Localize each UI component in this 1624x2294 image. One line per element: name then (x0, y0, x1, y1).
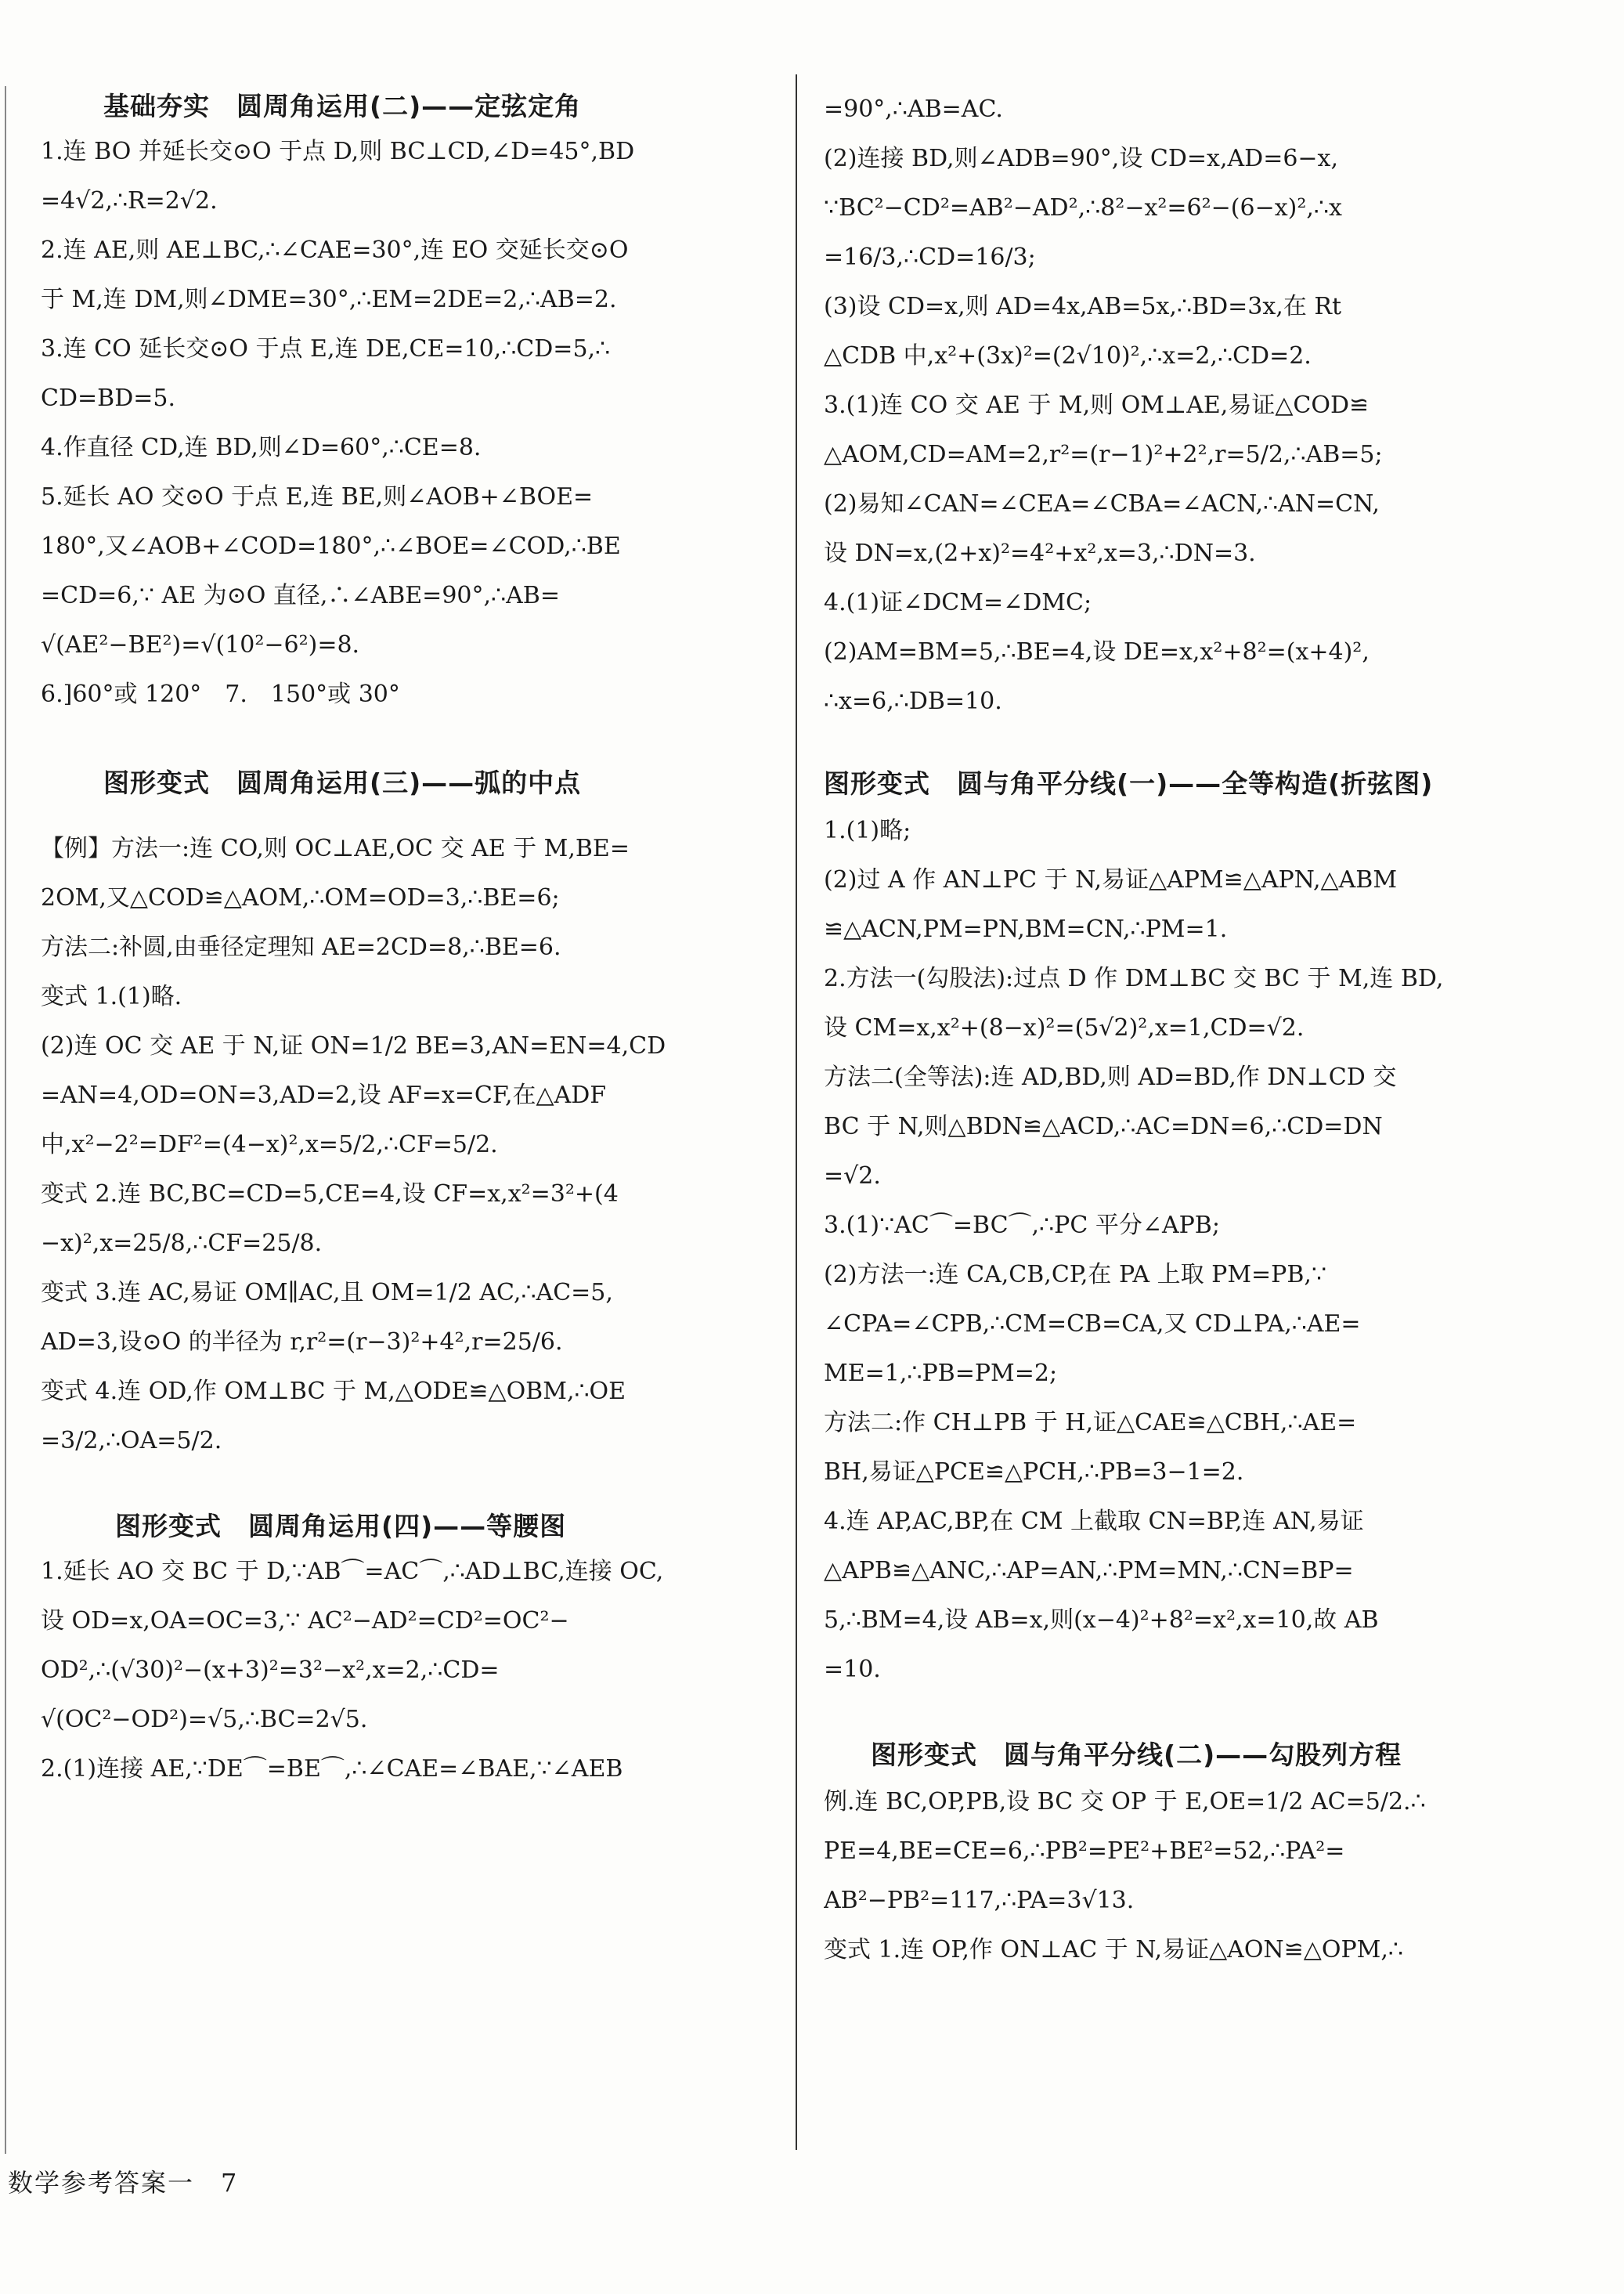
answer-line: 6.]60°或 120° 7. 150°或 30° (41, 681, 400, 708)
answer-line: AB²−PB²=117,∴PA=3√13. (824, 1887, 1135, 1914)
answer-line: (2)易知∠CAN=∠CEA=∠CBA=∠ACN,∴AN=CN, (824, 490, 1380, 518)
answer-line: AD=3,设⊙O 的半径为 r,r²=(r−3)²+4²,r=25/6. (41, 1328, 563, 1356)
section-title-quan-deng-gou-zao: 图形变式 圆与角平分线(一)——全等构造(折弦图) (824, 768, 1434, 799)
answer-line: 3.连 CO 延长交⊙O 于点 E,连 DE,CE=10,∴CD=5,∴ (41, 335, 611, 363)
answer-line: =AN=4,OD=ON=3,AD=2,设 AF=x=CF,在△ADF (41, 1082, 607, 1109)
answer-line: 1.连 BO 并延长交⊙O 于点 D,则 BC⊥CD,∠D=45°,BD (41, 138, 635, 165)
answer-line: 2.(1)连接 AE,∵DE⌒=BE⌒,∴∠CAE=∠BAE,∵∠AEB (41, 1755, 623, 1783)
answer-line: 设 OD=x,OA=OC=3,∵ AC²−AD²=CD²=OC²− (41, 1607, 569, 1635)
answer-line: ∠CPA=∠CPB,∴CM=CB=CA,又 CD⊥PA,∴AE= (824, 1310, 1361, 1338)
answer-line: CD=BD=5. (41, 385, 176, 412)
answer-line: 变式 1.连 OP,作 ON⊥AC 于 N,易证△AON≌△OPM,∴ (824, 1936, 1403, 1963)
answer-line: 于 M,连 DM,则∠DME=30°,∴EM=2DE=2,∴AB=2. (41, 286, 617, 313)
section-body-2 (41, 824, 773, 1465)
section-title-hu-de-zhong-dian: 图形变式 圆周角运用(三)——弧的中点 (103, 768, 582, 798)
section-body-continued (824, 85, 1583, 726)
answer-line: (2)方法一:连 CA,CB,CP,在 PA 上取 PM=PB,∵ (824, 1261, 1327, 1288)
answer-line: =CD=6,∵ AE 为⊙O 直径,∴∠ABE=90°,∴AB= (41, 582, 560, 609)
answer-line: 【例】方法一:连 CO,则 OC⊥AE,OC 交 AE 于 M,BE= (41, 835, 630, 862)
answer-line: =10. (824, 1656, 881, 1683)
answer-line: (2)连接 BD,则∠ADB=90°,设 CD=x,AD=6−x, (824, 145, 1339, 172)
section-body-5 (824, 1777, 1583, 1974)
answer-line: (2)过 A 作 AN⊥PC 于 N,易证△APM≌△APN,△ABM (824, 866, 1398, 894)
answer-line: ME=1,∴PB=PM=2; (824, 1360, 1058, 1387)
answer-line: 方法二:作 CH⊥PB 于 H,证△CAE≌△CBH,∴AE= (824, 1409, 1357, 1436)
section-body-3 (41, 1547, 773, 1794)
answer-line: =3/2,∴OA=5/2. (41, 1427, 222, 1454)
answer-line: 设 DN=x,(2+x)²=4²+x²,x=3,∴DN=3. (824, 540, 1256, 567)
answer-line: 180°,又∠AOB+∠COD=180°,∴∠BOE=∠COD,∴BE (41, 533, 621, 560)
answer-line: −x)²,x=25/8,∴CF=25/8. (41, 1230, 323, 1257)
answer-line: 3.(1)∵AC⌒=BC⌒,∴PC 平分∠APB; (824, 1212, 1220, 1239)
answer-line: 4.(1)证∠DCM=∠DMC; (824, 589, 1092, 616)
answer-line: =16/3,∴CD=16/3; (824, 244, 1036, 271)
right-column (824, 78, 1583, 1974)
section-body-4 (824, 806, 1583, 1694)
answer-line: 3.(1)连 CO 交 AE 于 M,则 OM⊥AE,易证△COD≌ (824, 392, 1370, 419)
answer-line: 方法二:补圆,由垂径定理知 AE=2CD=8,∴BE=6. (41, 934, 561, 961)
answer-line: ∵BC²−CD²=AB²−AD²,∴8²−x²=6²−(6−x)²,∴x (824, 194, 1342, 222)
answer-line: 2.连 AE,则 AE⊥BC,∴∠CAE=30°,连 EO 交延长交⊙O (41, 237, 629, 264)
left-column (41, 78, 773, 1794)
section-title-deng-yao-tu: 图形变式 圆周角运用(四)——等腰图 (115, 1511, 567, 1541)
answer-line: (3)设 CD=x,则 AD=4x,AB=5x,∴BD=3x,在 Rt (824, 293, 1341, 320)
answer-line: 中,x²−2²=DF²=(4−x)²,x=5/2,∴CF=5/2. (41, 1131, 498, 1158)
answer-line: △CDB 中,x²+(3x)²=(2√10)²,∴x=2,∴CD=2. (824, 342, 1312, 370)
answer-line: 设 CM=x,x²+(8−x)²=(5√2)²,x=1,CD=√2. (824, 1014, 1305, 1042)
answer-line: 例.连 BC,OP,PB,设 BC 交 OP 于 E,OE=1/2 AC=5/2.∴ (824, 1788, 1426, 1815)
answer-line: 4.连 AP,AC,BP,在 CM 上截取 CN=BP,连 AN,易证 (824, 1508, 1364, 1535)
page-edge-line (5, 86, 6, 2154)
answer-line: 方法二(全等法):连 AD,BD,则 AD=BD,作 DN⊥CD 交 (824, 1064, 1397, 1091)
answer-line: =4√2,∴R=2√2. (41, 187, 218, 215)
answer-line: (2)AM=BM=5,∴BE=4,设 DE=x,x²+8²=(x+4)², (824, 638, 1370, 666)
answer-line: △APB≌△ANC,∴AP=AN,∴PM=MN,∴CN=BP= (824, 1557, 1354, 1584)
answer-line: √(OC²−OD²)=√5,∴BC=2√5. (41, 1706, 368, 1733)
answer-line: 变式 1.(1)略. (41, 983, 182, 1010)
answer-line: BH,易证△PCE≌△PCH,∴PB=3−1=2. (824, 1458, 1244, 1486)
section-title-gou-gu-lie-fang-cheng: 图形变式 圆与角平分线(二)——勾股列方程 (871, 1739, 1402, 1770)
section-body-1 (41, 127, 773, 719)
answer-line: 变式 3.连 AC,易证 OM∥AC,且 OM=1/2 AC,∴AC=5, (41, 1279, 613, 1306)
answer-line: 2.方法一(勾股法):过点 D 作 DM⊥BC 交 BC 于 M,连 BD, (824, 965, 1444, 992)
page-footer: 数学参考答案一 7 (8, 2168, 239, 2198)
answer-line: 1.(1)略; (824, 817, 911, 844)
answer-line: 5.延长 AO 交⊙O 于点 E,连 BE,则∠AOB+∠BOE= (41, 483, 594, 511)
answer-line: =90°,∴AB=AC. (824, 96, 1003, 123)
answer-line: √(AE²−BE²)=√(10²−6²)=8. (41, 631, 360, 659)
answer-line: ∴x=6,∴DB=10. (824, 688, 1002, 715)
answer-line: OD²,∴(√30)²−(x+3)²=3²−x²,x=2,∴CD= (41, 1656, 500, 1684)
section-title-ding-xian-ding-jiao: 基础夯实 圆周角运用(二)——定弦定角 (103, 91, 582, 121)
answer-line: △AOM,CD=AM=2,r²=(r−1)²+2²,r=5/2,∴AB=5; (824, 441, 1383, 468)
column-divider (796, 74, 797, 2150)
answer-line: 1.延长 AO 交 BC 于 D,∵AB⌒=AC⌒,∴AD⊥BC,连接 OC, (41, 1558, 664, 1585)
answer-line: BC 于 N,则△BDN≌△ACD,∴AC=DN=6,∴CD=DN (824, 1113, 1383, 1140)
answer-line: PE=4,BE=CE=6,∴PB²=PE²+BE²=52,∴PA²= (824, 1837, 1345, 1865)
answer-line: 变式 2.连 BC,BC=CD=5,CE=4,设 CF=x,x²=3²+(4 (41, 1180, 619, 1208)
answer-line: (2)连 OC 交 AE 于 N,证 ON=1/2 BE=3,AN=EN=4,CD (41, 1032, 666, 1060)
answer-line: ≌△ACN,PM=PN,BM=CN,∴PM=1. (824, 916, 1228, 943)
answer-line: 变式 4.连 OD,作 OM⊥BC 于 M,△ODE≌△OBM,∴OE (41, 1378, 626, 1405)
answer-line: =√2. (824, 1162, 881, 1190)
answer-line: 4.作直径 CD,连 BD,则∠D=60°,∴CE=8. (41, 434, 482, 461)
answer-line: 2OM,又△COD≌△AOM,∴OM=OD=3,∴BE=6; (41, 884, 560, 912)
answer-line: 5,∴BM=4,设 AB=x,则(x−4)²+8²=x²,x=10,故 AB (824, 1606, 1379, 1634)
